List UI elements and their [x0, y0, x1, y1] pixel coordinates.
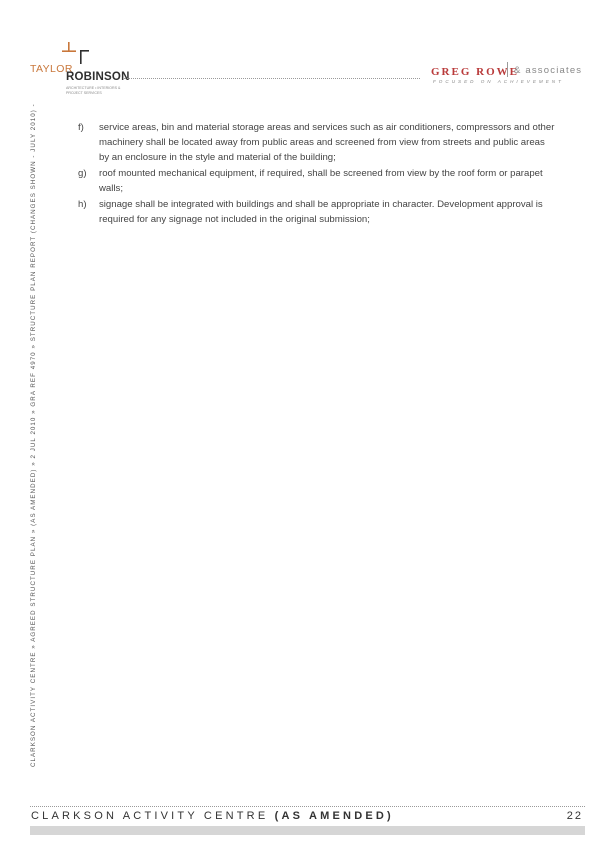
page-content [78, 120, 556, 228]
header-divider [124, 78, 420, 79]
list-item-marker: f) [78, 122, 84, 133]
list-item-marker: g) [78, 168, 87, 179]
page-number: 22 [566, 810, 583, 822]
list-item-text: service areas, bin and material storage areas and services such as air conditioners, compressors and other machinery shall be located away from public areas and screened from view from streets and public areas by an enclosure in the style and material of the building; [99, 122, 555, 163]
greg-rowe-slogan: FOCUSED ON ACHIEVEMENT [433, 79, 564, 84]
list-item-marker: h) [78, 199, 87, 210]
footer-title [31, 810, 394, 822]
logo-tagline: ARCHITECTURE • INTERIORS & PROJECT SERVICES [66, 86, 121, 95]
list-item-text: roof mounted mechanical equipment, if required, shall be screened from view by the roof form or parapet walls; [99, 168, 543, 194]
requirements-list [78, 120, 556, 227]
list-item [78, 197, 556, 227]
list-item [78, 166, 556, 196]
greg-rowe-name: GREG ROWE [431, 66, 519, 78]
side-document-title: CLARKSON ACTIVITY CENTRE » AGREED STRUCTURE PLAN » (AS AMENDED) » 2 JUL 2010 » GRA REF 4970 » STRUCTURE PLAN REPORT (CHANGES SHOWN - JULY 2010) - [30, 103, 37, 767]
logo-robinson-text: ROBINSON [66, 71, 130, 83]
greg-rowe-associates: & associates [507, 62, 586, 77]
list-item-text: signage shall be integrated with buildings and shall be appropriate in character. Development approval is required for any signage not included in the original submission; [99, 199, 543, 225]
footer-divider [30, 806, 585, 807]
footer-bar [30, 826, 585, 835]
list-item [78, 120, 556, 165]
footer-title-main: CLARKSON ACTIVITY CENTRE [31, 810, 269, 822]
footer-title-suffix: (AS AMENDED) [274, 810, 394, 822]
logo-taylor-text: TAYLOR [30, 63, 73, 75]
